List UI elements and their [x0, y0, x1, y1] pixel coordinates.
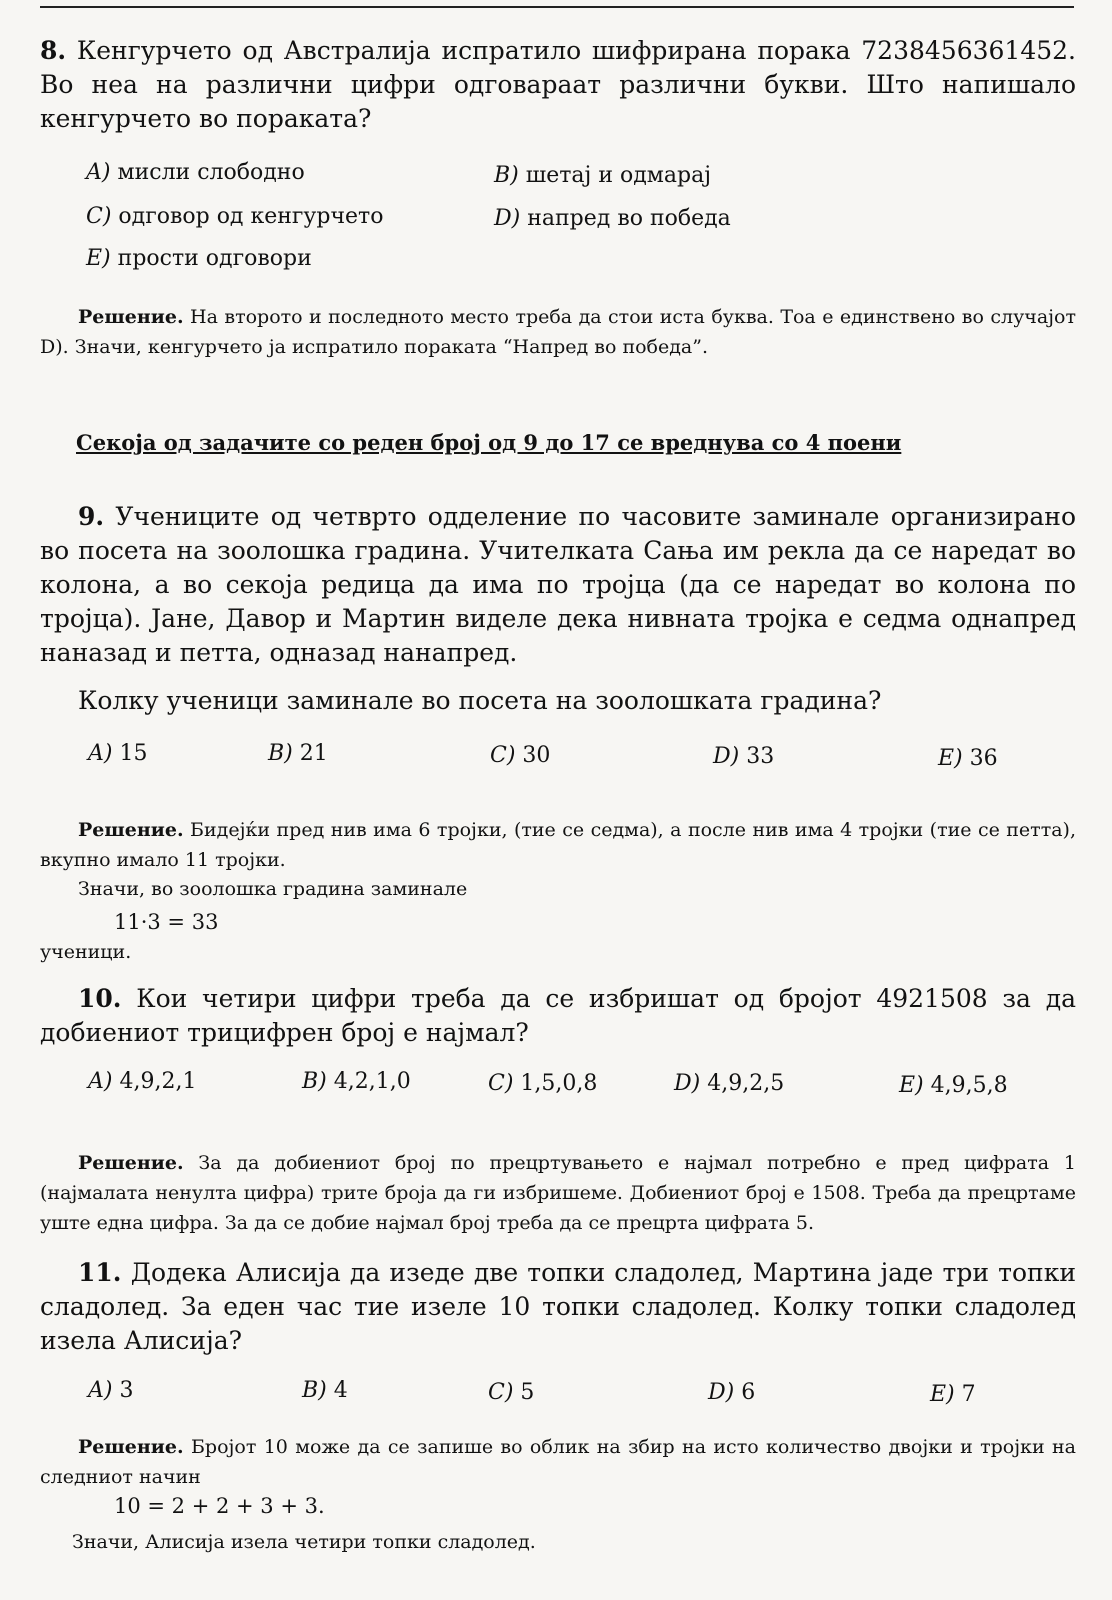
q9-option-b: B) 21 — [268, 741, 328, 766]
q9-equation: 11·3 = 33 — [114, 910, 219, 934]
problem-8 — [40, 34, 1076, 136]
q9-solution: Решение. Бидејќи пред нив има 6 тројки, (тие се седма), а после нив има 4 тројки (тие се петта), вкупно имало 11 тројки. — [40, 819, 1076, 871]
q9-solution-line2: Значи, во зоолошка градина заминале — [78, 878, 468, 900]
q9-option-c: C) 30 — [490, 743, 551, 768]
problem-11-text: 11. Додека Алисија да изеде две топки сладолед, Мартина јаде три топки сладолед. За еден час тие изеле 10 топки сладолед. Колку топки сладолед изела Алисија? — [40, 1258, 1076, 1355]
problem-8-text: 8. Кенгурчето од Австралија испратило шифрирана порака 7238456361452. Во неа на различни цифри одговараат различни букви. Што напишало кенгурчето во пораката? — [40, 36, 1076, 133]
q9-solution-line3: ученици. — [40, 941, 132, 963]
q8-solution: Решение. На второто и последното место треба да стои иста буква. Тоа е единствено во случајот D). Значи, кенгурчето ја испратило пораката “Напред во победа”. — [40, 306, 1076, 358]
q10-solution-label: Решение. — [78, 1152, 184, 1174]
q8-option-a: A) мисли слободно — [86, 160, 305, 185]
problem-11 — [40, 1256, 1076, 1358]
problem-10 — [40, 982, 1076, 1050]
problem-9-number: 9. — [78, 502, 105, 531]
problem-10-number: 10. — [78, 984, 122, 1013]
q11-option-c: C) 5 — [488, 1380, 535, 1405]
q11-option-e: E) 7 — [930, 1382, 976, 1407]
q9-option-e: E) 36 — [938, 746, 998, 771]
q11-solution-label: Решение. — [78, 1436, 184, 1458]
problem-8-number: 8. — [40, 36, 67, 65]
top-rule — [40, 6, 1074, 8]
q11-solution: Решение. Бројот 10 може да се запише во облик на збир на исто количество двојки и тројки на следниот начин — [40, 1436, 1076, 1488]
problem-9-question: Колку ученици заминале во посета на зоолошката градина? — [78, 686, 882, 715]
problem-10-text: 10. Кои четири цифри треба да се избришат од бројот 4921508 за да добиениот трицифрен број е најмал? — [40, 984, 1076, 1047]
q8-option-e: E) прости одговори — [86, 246, 312, 271]
q10-option-b: B) 4,2,1,0 — [302, 1069, 411, 1094]
q10-option-a: A) 4,9,2,1 — [88, 1069, 197, 1094]
problem-9 — [40, 500, 1076, 670]
q11-equation: 10 = 2 + 2 + 3 + 3. — [114, 1494, 325, 1518]
q11-option-b: B) 4 — [302, 1378, 348, 1403]
q10-option-d: D) 4,9,2,5 — [674, 1071, 785, 1096]
q10-solution: Решение. За да добиениот број по прецртувањето е најмал потребно е пред цифрата 1 (најмалата ненулта цифра) трите броја да ги избришеме. Добиениот број е 1508. Треба да прецртаме уште една цифра. За да се добие најмал број треба да се прецрта цифрата 5. — [40, 1152, 1077, 1234]
q10-option-c: C) 1,5,0,8 — [488, 1071, 598, 1096]
q10-option-e: E) 4,9,5,8 — [899, 1073, 1008, 1098]
q8-solution-label: Решение. — [78, 306, 184, 328]
q8-option-c: C) одговор од кенгурчето — [86, 204, 384, 229]
q9-option-d: D) 33 — [713, 744, 775, 769]
problem-9-text: 9. Учениците од четврто одделение по часовите заминале организирано во посета на зоолошка градина. Учителката Сања им рекла да се наредат во колона, а во секоја редица да има по тројца (да се наредат во колона по тројца). Јане, Давор и Мартин виделе дека нивната тројка е седма однапред наназад и петта, одназад нанапред. — [40, 502, 1076, 667]
q8-option-d: D) напред во победа — [494, 206, 731, 231]
section-heading: Секоја од задачите со реден број од 9 до 17 се вреднува со 4 поени — [76, 430, 902, 455]
q11-solution-line2: Значи, Алисија изела четири топки сладолед. — [72, 1531, 536, 1553]
q9-option-a: A) 15 — [88, 741, 148, 766]
problem-11-number: 11. — [78, 1258, 122, 1287]
q11-option-a: A) 3 — [88, 1378, 134, 1403]
q9-solution-label: Решение. — [78, 819, 184, 841]
q8-option-b: B) шетај и одмарај — [494, 163, 712, 188]
q11-option-d: D) 6 — [708, 1380, 756, 1405]
